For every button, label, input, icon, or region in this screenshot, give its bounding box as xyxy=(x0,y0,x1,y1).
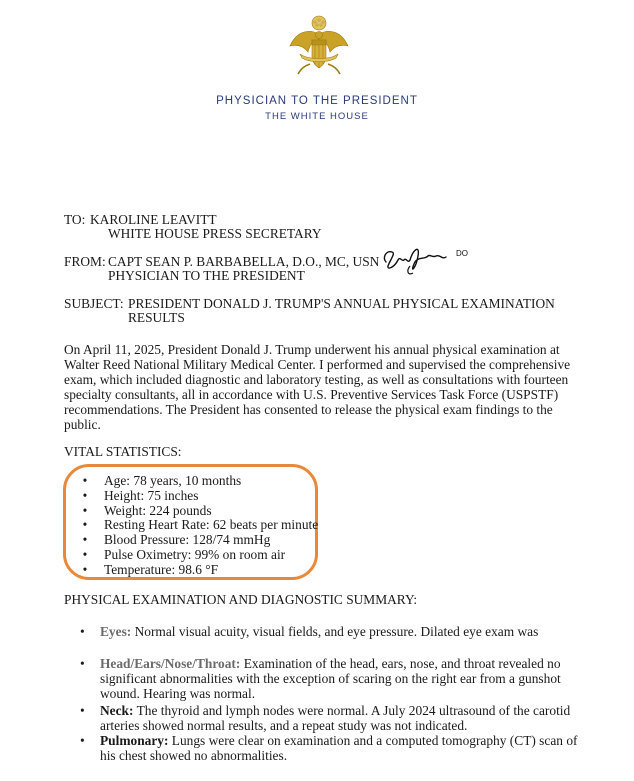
ent-line-3: wound. Hearing was normal. xyxy=(100,686,256,701)
subject-line-2: RESULTS xyxy=(128,310,185,325)
summary-heading: PHYSICAL EXAMINATION AND DIAGNOSTIC SUMMARY: xyxy=(64,592,418,607)
vitals-item: • Temperature: 98.6 °F xyxy=(82,561,219,577)
vitals-list xyxy=(80,473,318,577)
subject-label: SUBJECT: xyxy=(64,296,124,311)
bullet: • xyxy=(80,624,85,639)
letterhead-white-house: THE WHITE HOUSE xyxy=(265,111,369,122)
to-title: WHITE HOUSE PRESS SECRETARY xyxy=(108,226,322,241)
vitals-item: • Pulse Oximetry: 99% on room air xyxy=(82,546,286,562)
neck-line-2: arteries showed normal results, and a repeat study was not indicated. xyxy=(100,718,468,733)
intro-line: public. xyxy=(64,417,101,432)
vitals-item: • Age: 78 years, 10 months xyxy=(82,473,242,488)
from-name: CAPT SEAN P. BARBABELLA, D.O., MC, USN xyxy=(108,254,380,269)
to-name: KAROLINE LEAVITT xyxy=(90,212,217,227)
vitals-item: • Blood Pressure: 128/74 mmHg xyxy=(82,532,271,548)
signature xyxy=(380,238,480,278)
pulmonary-line-1: Lungs were clear on examination and a computed tomography (CT) scan of xyxy=(171,733,578,748)
to-label: TO: xyxy=(64,212,86,227)
bullet: • xyxy=(80,656,85,671)
signature-suffix: DO xyxy=(456,249,468,258)
neck-label: Neck: xyxy=(100,703,134,718)
intro-line: Walter Reed National Military Medical Center. I performed and supervised the comprehensive xyxy=(64,357,571,372)
from-label: FROM: xyxy=(64,254,106,269)
vitals-heading: VITAL STATISTICS: xyxy=(64,444,182,459)
ent-line-1: Examination of the head, ears, nose, and throat revealed no xyxy=(243,656,561,671)
letterhead-office: PHYSICIAN TO THE PRESIDENT xyxy=(216,95,418,107)
intro-paragraph xyxy=(64,342,571,432)
from-title: PHYSICIAN TO THE PRESIDENT xyxy=(108,268,305,283)
ent-label: Head/Ears/Nose/Throat: xyxy=(100,656,241,671)
summary-eyes xyxy=(100,624,538,639)
intro-line: specialty consultants, all in accordance with U.S. Preventive Services Task Force (USPSTF) xyxy=(64,387,559,402)
intro-line: On April 11, 2025, President Donald J. Trump underwent his annual physical examination at xyxy=(64,342,560,357)
summary-pulmonary xyxy=(100,733,577,763)
intro-line: recommendations. The President has consented to release the physical exam findings to the xyxy=(64,402,553,417)
presidential-seal-eagle-icon xyxy=(288,14,350,80)
ent-line-2: significant abnormalities with the exception of scaring on the right ear from a gunshot xyxy=(100,671,561,686)
bullet: • xyxy=(80,733,85,748)
pulmonary-label: Pulmonary: xyxy=(100,733,169,748)
eyes-label: Eyes: xyxy=(100,624,132,639)
vitals-item: • Resting Heart Rate: 62 beats per minute xyxy=(82,517,319,533)
neck-line-1: The thyroid and lymph nodes were normal. A July 2024 ultrasound of the carotid xyxy=(136,703,571,718)
intro-line: exam, which included diagnostic and laboratory testing, as well as consultations with fourteen xyxy=(64,372,569,387)
eyes-line-1: Normal visual acuity, visual fields, and eye pressure. Dilated eye exam was xyxy=(134,624,539,639)
bullet: • xyxy=(80,703,85,718)
summary-neck xyxy=(100,703,570,733)
summary-ent xyxy=(100,656,561,701)
vitals-item: • Weight: 224 pounds xyxy=(82,502,212,518)
pulmonary-line-2: his chest showed no abnormalities. xyxy=(100,748,288,763)
vitals-item: • Height: 75 inches xyxy=(82,487,199,503)
subject-line-1: PRESIDENT DONALD J. TRUMP'S ANNUAL PHYSICAL EXAMINATION xyxy=(128,296,555,311)
